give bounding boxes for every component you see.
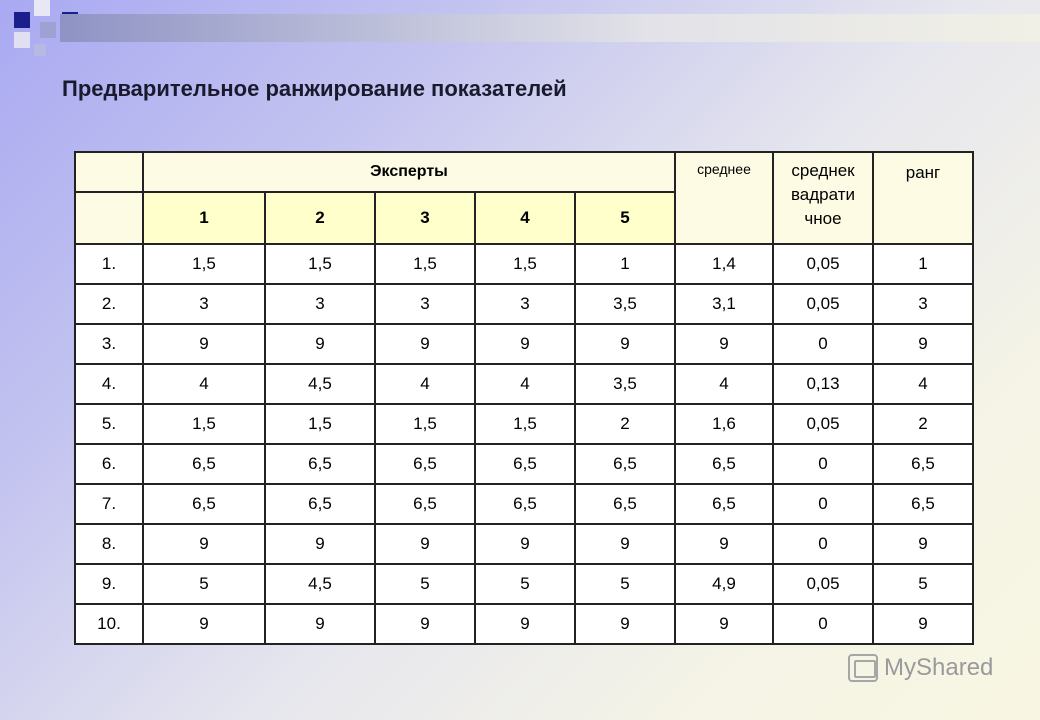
expert-score: 3 [265,284,375,324]
row-number: 5. [75,404,143,444]
row-number: 10. [75,604,143,644]
expert-score: 9 [375,324,475,364]
expert-score: 1,5 [475,244,575,284]
expert-score: 4,5 [265,564,375,604]
expert-score: 1,5 [375,404,475,444]
expert-number: 3 [375,192,475,244]
variance-value: 0,13 [773,364,873,404]
expert-score: 3 [143,284,265,324]
expert-score: 6,5 [143,484,265,524]
table-row [75,364,973,404]
variance-value: 0 [773,524,873,564]
expert-score: 9 [143,604,265,644]
expert-number: 5 [575,192,675,244]
expert-number: 1 [143,192,265,244]
rank-value: 6,5 [873,444,973,484]
table-body [75,244,973,644]
expert-score: 1,5 [265,244,375,284]
expert-number: 2 [265,192,375,244]
expert-score: 9 [375,604,475,644]
table-row [75,324,973,364]
corner-cell [75,192,143,244]
expert-score: 9 [475,604,575,644]
expert-score: 9 [265,604,375,644]
expert-score: 5 [375,564,475,604]
expert-score: 1,5 [265,404,375,444]
expert-score: 4 [475,364,575,404]
average-value: 1,6 [675,404,773,444]
expert-score: 6,5 [265,484,375,524]
table-row [75,484,973,524]
expert-score: 4 [375,364,475,404]
expert-score: 9 [575,324,675,364]
watermark-text: MyShared [884,654,994,681]
expert-score: 4,5 [265,364,375,404]
expert-score: 5 [475,564,575,604]
variance-value: 0 [773,444,873,484]
expert-score: 9 [375,524,475,564]
table-row [75,244,973,284]
expert-score: 5 [575,564,675,604]
experts-header: Эксперты [143,152,675,192]
table-row [75,604,973,644]
expert-number: 4 [475,192,575,244]
expert-score: 1,5 [375,244,475,284]
expert-score: 9 [575,604,675,644]
expert-score: 1 [575,244,675,284]
expert-score: 9 [143,524,265,564]
expert-score: 3,5 [575,284,675,324]
average-value: 1,4 [675,244,773,284]
expert-score: 6,5 [375,444,475,484]
table-row [75,404,973,444]
avg-header: среднее [675,152,773,244]
variance-value: 0,05 [773,244,873,284]
expert-score: 6,5 [375,484,475,524]
expert-score: 3 [475,284,575,324]
expert-score: 5 [143,564,265,604]
row-number: 3. [75,324,143,364]
rank-value: 1 [873,244,973,284]
variance-value: 0,05 [773,404,873,444]
table-row [75,524,973,564]
average-value: 9 [675,324,773,364]
variance-value: 0,05 [773,284,873,324]
rank-value: 9 [873,324,973,364]
expert-score: 9 [575,524,675,564]
average-value: 6,5 [675,444,773,484]
header-bar [60,14,1040,42]
variance-value: 0,05 [773,564,873,604]
rank-value: 2 [873,404,973,444]
average-value: 4,9 [675,564,773,604]
average-value: 3,1 [675,284,773,324]
expert-score: 6,5 [265,444,375,484]
watermark [848,654,993,682]
rank-header: ранг [873,152,973,244]
expert-score: 3 [375,284,475,324]
row-number: 1. [75,244,143,284]
expert-score: 9 [265,324,375,364]
rank-value: 6,5 [873,484,973,524]
rank-value: 5 [873,564,973,604]
expert-score: 1,5 [143,404,265,444]
ranking-table [74,151,974,645]
expert-score: 2 [575,404,675,444]
expert-score: 6,5 [475,484,575,524]
average-value: 9 [675,524,773,564]
expert-score: 3,5 [575,364,675,404]
average-value: 9 [675,604,773,644]
expert-score: 9 [265,524,375,564]
expert-score: 9 [475,324,575,364]
table-row [75,564,973,604]
row-number: 8. [75,524,143,564]
average-value: 6,5 [675,484,773,524]
presentation-icon [848,654,878,682]
expert-score: 9 [475,524,575,564]
expert-score: 6,5 [475,444,575,484]
variance-value: 0 [773,604,873,644]
row-number: 6. [75,444,143,484]
row-number: 2. [75,284,143,324]
variance-value: 0 [773,484,873,524]
table-row [75,284,973,324]
row-number: 4. [75,364,143,404]
row-number: 9. [75,564,143,604]
rank-value: 9 [873,524,973,564]
expert-score: 4 [143,364,265,404]
table-row [75,444,973,484]
page-title: Предварительное ранжирование показателей [62,76,567,101]
average-value: 4 [675,364,773,404]
expert-score: 6,5 [575,484,675,524]
expert-score: 9 [143,324,265,364]
row-number: 7. [75,484,143,524]
rank-value: 4 [873,364,973,404]
corner-cell [75,152,143,192]
expert-score: 1,5 [143,244,265,284]
expert-score: 1,5 [475,404,575,444]
rank-value: 3 [873,284,973,324]
rank-value: 9 [873,604,973,644]
expert-score: 6,5 [575,444,675,484]
var-header: среднек вадрати чное [773,152,873,244]
variance-value: 0 [773,324,873,364]
expert-score: 6,5 [143,444,265,484]
